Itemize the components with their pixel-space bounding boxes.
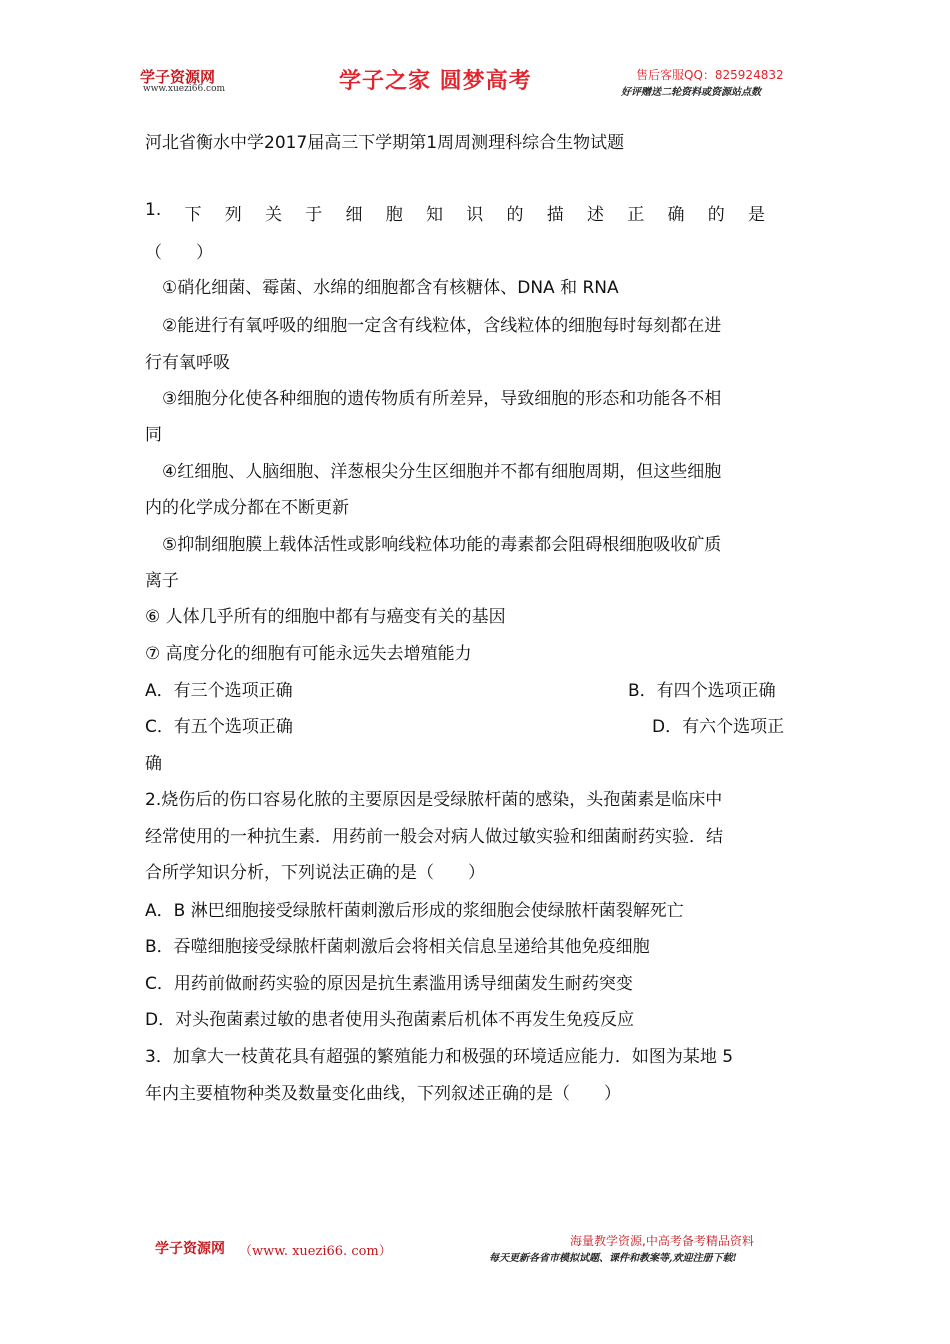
q1-stem-char: 描 — [546, 205, 564, 225]
q1-option-d: D．有六个选项正 — [652, 717, 785, 737]
header-qq: 售后客服QQ：825924832 — [636, 68, 784, 82]
q1-statement-4b: 内的化学成分都在不断更新 — [145, 498, 349, 518]
q1-statement-4a: ④红细胞、人脑细胞、洋葱根尖分生区细胞并不都有细胞周期，但这些细胞 — [162, 462, 722, 482]
q1-stem-char: 列 — [224, 205, 242, 225]
q1-statement-2a: ②能进行有氧呼吸的细胞一定含有线粒体，含线粒体的细胞每时每刻都在进 — [162, 316, 722, 336]
q2-line-2: 经常使用的一种抗生素．用药前一般会对病人做过敏实验和细菌耐药实验．结 — [145, 827, 723, 847]
q1-stem-char: 是 — [747, 205, 765, 225]
q1-option-a: A．有三个选项正确 — [145, 681, 293, 701]
q1-statement-5a: ⑤抑制细胞膜上载体活性或影响线粒体功能的毒素都会阻碍根细胞吸收矿质 — [162, 535, 722, 555]
header-slogan: 学子之家 圆梦高考 — [339, 68, 532, 94]
q2-line-3: 合所学知识分析，下列说法正确的是（ ） — [145, 863, 485, 883]
q1-stem-char: 关 — [264, 205, 282, 225]
q1-statement-2b: 行有氧呼吸 — [145, 353, 230, 373]
q1-option-b: B．有四个选项正确 — [628, 681, 776, 701]
header-logo: 学子资源网 — [140, 68, 216, 86]
q1-statement-7: ⑦ 高度分化的细胞有可能永远失去增殖能力 — [145, 644, 472, 664]
header-url: www.xuezi66.com — [143, 84, 226, 94]
q1-option-d-tail: 确 — [145, 754, 162, 774]
q1-stem-char: 述 — [586, 205, 604, 225]
q1-statement-3b: 同 — [145, 425, 162, 445]
q2-option-a: A．B 淋巴细胞接受绿脓杆菌刺激后形成的浆细胞会使绿脓杆菌裂解死亡 — [145, 901, 684, 921]
q1-stem-char: 胞 — [385, 205, 403, 225]
footer-tagline: 海量教学资源,中高考备考精品资料 — [570, 1234, 754, 1248]
q1-stem-char: 正 — [627, 205, 645, 225]
q1-stem-char: 知 — [425, 205, 443, 225]
q1-statement-5b: 离子 — [145, 571, 179, 591]
q1-stem-char: 下 — [184, 205, 202, 225]
q1-stem — [145, 200, 765, 225]
q1-statement-3a: ③细胞分化使各种细胞的遗传物质有所差异，导致细胞的形态和功能各不相 — [162, 389, 722, 409]
q1-stem-char: 1. — [145, 200, 162, 220]
footer-note: 每天更新各省市模拟试题、课件和教案等,欢迎注册下载! — [489, 1253, 737, 1264]
q1-stem-char: 确 — [667, 205, 685, 225]
q1-stem-char: 的 — [506, 205, 524, 225]
q1-stem-char: 识 — [466, 205, 484, 225]
footer-logo: 学子资源网 — [155, 1241, 225, 1257]
q2-line-1: 2.烧伤后的伤口容易化脓的主要原因是受绿脓杆菌的感染，头孢菌素是临床中 — [145, 790, 723, 810]
q2-option-d: D．对头孢菌素过敏的患者使用头孢菌素后机体不再发生免疫反应 — [145, 1010, 635, 1030]
q1-stem-char: 的 — [707, 205, 725, 225]
q1-stem-char: 细 — [345, 205, 363, 225]
q1-statement-6: ⑥ 人体几乎所有的细胞中都有与癌变有关的基因 — [145, 607, 506, 627]
page-title: 河北省衡水中学2017届高三下学期第1周周测理科综合生物试题 — [145, 133, 625, 153]
q2-option-b: B．吞噬细胞接受绿脓杆菌刺激后会将相关信息呈递给其他免疫细胞 — [145, 937, 650, 957]
footer-url: （www. xuezi66. com） — [239, 1244, 392, 1259]
q3-line-1: 3．加拿大一枝黄花具有超强的繁殖能力和极强的环境适应能力．如图为某地 5 — [145, 1047, 734, 1067]
q1-statement-1: ①硝化细菌、霉菌、水绵的细胞都含有核糖体、DNA 和 RNA — [162, 278, 619, 298]
q1-stem-char: 于 — [305, 205, 323, 225]
q2-option-c: C．用药前做耐药实验的原因是抗生素滥用诱导细菌发生耐药突变 — [145, 974, 633, 994]
q1-option-c: C．有五个选项正确 — [145, 717, 293, 737]
header-note: 好评赠送二轮资料或资源站点数 — [621, 87, 761, 98]
q1-answer-paren: （ ） — [145, 243, 213, 263]
q3-line-2: 年内主要植物种类及数量变化曲线，下列叙述正确的是（ ） — [145, 1084, 621, 1104]
